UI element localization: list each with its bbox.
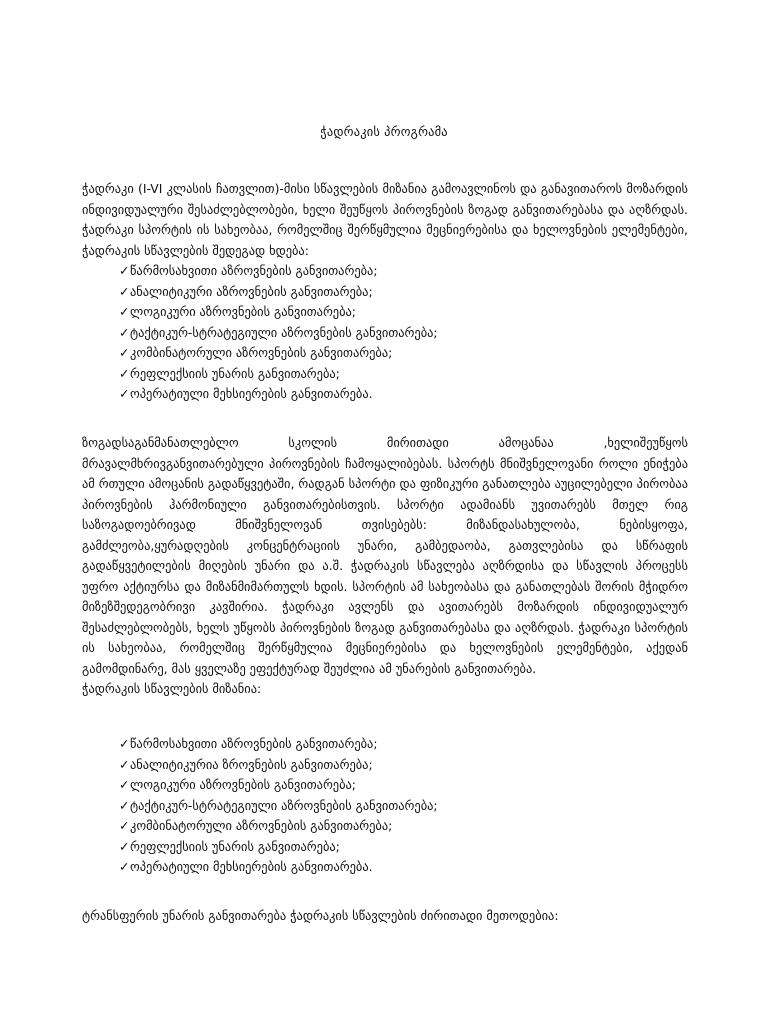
list-item	[119, 837, 688, 858]
list-item	[119, 734, 688, 755]
page-title: ჭადრაკის პროგრამა	[320, 124, 448, 139]
goals-list	[82, 734, 688, 878]
list-item-text: ანალიტიკური აზროვნების განვითარება;	[130, 283, 373, 299]
list-item	[119, 323, 688, 344]
checkmark-icon: ✓	[119, 736, 130, 751]
goal-label: ჭადრაკის სწავლების მიზანია:	[82, 681, 262, 696]
list-item-text: კომბინატორული აზროვნების განვითარება;	[130, 818, 393, 833]
list-item	[119, 282, 688, 303]
list-item-text: ლოგიკური აზროვნების განვითარება;	[130, 777, 356, 792]
list-item	[119, 364, 688, 385]
body-paragraph: ზოგადსაგანმანათლებლო სკოლის მირითადი ამოცანაა ,ხელიშეუწყოს მრავალმხრივგანვითარებული პიროვნების ჩამოყალიბებას. სპორტს მნიშვნელოვანი როლი ენიჭება ამ რთული ამოცანის გადაწყვეტაში, რადგან სპორტი და ფიზიკური განათლება აუცილებელი პირობაა პიროვნების ჰარმონიული განვითარებისთვის. სპორტი ადამიანს უვითარებს მთელ რიგ საზოგადოებრივად მნიშვნელოვან თვისებებს: მიზანდასახულობა, ნებისყოფა, გამძლეობა,ყურადღების კონცენტრაციის უნარი, გამბედაობა, გათვლებისა და სწრაფის გადაწყვეტილების მიღების უნარი და ა.შ. ჭადრაკის სწავლება აღზრდისა და სწავლის პროცესს უფრო აქტიურსა და მიზანმიმართულს ხდის. სპორტის ამ სახეობასა და განათლებას შორის მჭიდრო მიზეზშედეგობრივი კავშირია. ჭადრაკი ავლენს და ავითარებს მოზარდის ინდივიდუალურ შესაძლებლობებს, ხელს უწყობს პიროვნების ზოგად განვითარებასა და აღზრდას. ჭადრაკი სპორტის ის სახეობაა, რომელშიც შერწყმულია მეცნიერებისა და ხელოვნების ელემენტები, აქედან გამომდინარე, მას ყველაზე ეფექტურად შეუძლია ამ უნარების განვითარება.	[82, 435, 688, 676]
checkmark-icon: ✓	[119, 304, 130, 319]
checkmark-icon: ✓	[119, 838, 130, 854]
closing-section	[82, 906, 688, 927]
list-item-text: ოპერატიული მეხსიერების განვითარება.	[130, 386, 373, 401]
list-item	[119, 857, 688, 878]
list-item	[119, 261, 688, 282]
checkmark-icon: ✓	[119, 756, 130, 772]
outcomes-list	[82, 261, 688, 405]
intro-section	[82, 179, 688, 261]
checkmark-icon: ✓	[119, 345, 130, 360]
list-item-text: ოპერატიული მეხსიერების განვითარება.	[130, 859, 373, 874]
checkmark-icon: ✓	[119, 777, 130, 792]
list-item-text: ტაქტიკურ-სტრატეგიული აზროვნების განვითარება;	[130, 324, 438, 340]
checkmark-icon: ✓	[119, 365, 130, 381]
list-item	[119, 775, 688, 796]
list-item-text: ლოგიკური აზროვნების განვითარება;	[130, 304, 356, 319]
outcomes-list-section	[82, 261, 688, 405]
checkmark-icon: ✓	[119, 386, 130, 401]
checkmark-icon: ✓	[119, 859, 130, 874]
list-item	[119, 343, 688, 364]
list-item-text: ტაქტიკურ-სტრატეგიული აზროვნების განვითარება;	[130, 797, 438, 813]
checkmark-icon: ✓	[119, 797, 130, 813]
body-section	[82, 433, 688, 700]
list-item	[119, 384, 688, 405]
checkmark-icon: ✓	[119, 263, 130, 278]
list-item	[119, 796, 688, 817]
list-item-text: რეფლექსიის უნარის განვითარება;	[130, 365, 340, 381]
goals-list-section	[82, 734, 688, 878]
checkmark-icon: ✓	[119, 324, 130, 340]
intro-paragraph: ჭადრაკი (I-VI კლასის ჩათვლით)-მისი სწავლების მიზანია გამოავლინოს და განავითაროს მოზარდის ინდივიდუალური შესაძლებლობები, ხელი შეუწყოს პიროვნების ზოგად განვითარებასა და აღზრდას. ჭადრაკი სპორტის ის სახეობაა, რომელშიც შერწყმულია მეცნიერებისა და ხელოვნების ელემენტები, ჭადრაკის სწავლების შედეგად ხდება:	[82, 181, 688, 258]
list-item	[119, 302, 688, 323]
checkmark-icon: ✓	[119, 283, 130, 299]
list-item-text: ანალიტიკურია ზროვნების განვითარება;	[130, 756, 373, 772]
list-item	[119, 755, 688, 776]
list-item-text: წარმოსახვითი აზროვნების განვითარება;	[130, 263, 378, 278]
closing-paragraph: ტრანსფერის უნარის განვითარება ჭადრაკის სწავლების ძირითადი მეთოდებია:	[82, 908, 559, 923]
list-item-text: რეფლექსიის უნარის განვითარება;	[130, 838, 340, 854]
list-item	[119, 816, 688, 837]
checkmark-icon: ✓	[119, 818, 130, 833]
list-item-text: კომბინატორული აზროვნების განვითარება;	[130, 345, 393, 360]
list-item-text: წარმოსახვითი აზროვნების განვითარება;	[130, 736, 378, 751]
